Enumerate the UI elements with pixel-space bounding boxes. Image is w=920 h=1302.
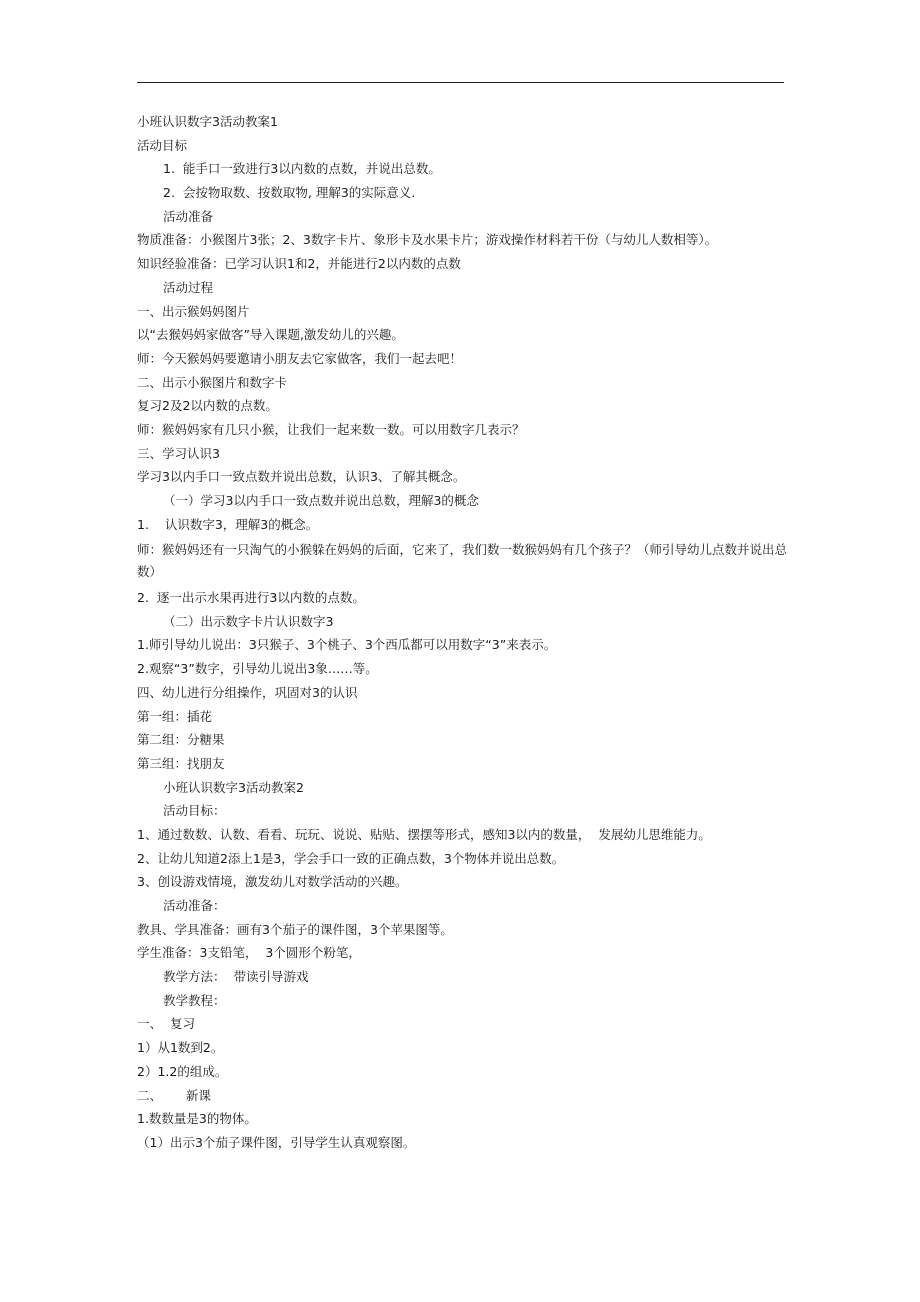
step-1-title: 一、出示猴妈妈图片 <box>137 303 250 319</box>
group-3: 第三组：找朋友 <box>137 755 225 771</box>
step-2-teacher: 师：猴妈妈家有几只小猴，让我们一起来数一数。可以用数字几表示？ <box>137 421 525 437</box>
heading-goals-2: 活动目标： <box>163 803 226 819</box>
knowledge-preparation: 知识经验准备：已学习认识1和2，并能进行2以内数的点数 <box>137 256 461 272</box>
goal-item-1: 1. 能手口一致进行3以内数的点数，并说出总数。 <box>163 161 441 177</box>
material-preparation: 物质准备：小猴图片3张；2、3数字卡片、象形卡及水果卡片；游戏操作材料若干份（与幼儿人数相等）。 <box>137 232 718 248</box>
step-2-title: 二、出示小猴图片和数字卡 <box>137 374 288 390</box>
step-1-text: 以“去猴妈妈家做客”导入课题,激发幼儿的兴趣。 <box>137 327 404 343</box>
teaching-method: 教学方法： 带读引导游戏 <box>163 969 309 985</box>
section-title-plan-2: 小班认识数字3活动教案2 <box>163 779 304 795</box>
heading-process: 活动过程 <box>163 279 214 295</box>
heading-preparation: 活动准备 <box>163 208 214 224</box>
step-3-text: 学习3以内手口一致点数并说出总数，认识3、了解其概念。 <box>137 469 466 485</box>
student-preparation: 学生准备：3支铅笔， 3个圆形个粉笔， <box>137 945 361 961</box>
new-lesson-item-1-1: （1）出示3个茄子课件图，引导学生认真观察图。 <box>137 1134 416 1150</box>
step-4-title: 四、幼儿进行分组操作，巩固对3的认识 <box>137 684 358 700</box>
step-3-title: 三、学习认识3 <box>137 445 220 461</box>
goal-item-2: 2. 会按物取数、按数取物, 理解3的实际意义. <box>163 185 416 201</box>
header-rule <box>137 82 784 83</box>
heading-preparation-2: 活动准备： <box>163 898 226 913</box>
goal-2-item-1: 1、通过数数、认数、看看、玩玩、说说、贴贴、摆摆等形式，感知3以内的数量， 发展幼儿思维能力。 <box>137 826 711 842</box>
group-1: 第一组：插花 <box>137 708 213 724</box>
step-1-teacher: 师：今天猴妈妈要邀请小朋友去它家做客，我们一起去吧！ <box>137 350 463 366</box>
new-lesson-title: 二、 新课 <box>137 1087 211 1103</box>
document-body <box>137 113 787 1158</box>
step-3-sub-1-item-1: 1. 认识数字3，理解3的概念。 <box>137 516 319 532</box>
step-3-sub-2-item-1: 1.师引导幼儿说出：3只猴子、3个桃子、3个西瓜都可以用数字“3”来表示。 <box>137 637 557 653</box>
step-3-sub-1: （一）学习3以内手口一致点数并说出总数，理解3的概念 <box>163 493 479 508</box>
new-lesson-item-1: 1.数数量是3的物体。 <box>137 1111 257 1127</box>
step-2-text: 复习2及2以内数的点数。 <box>137 398 278 414</box>
review-item-1: 1）从1数到2。 <box>137 1040 224 1056</box>
section-title-plan-1: 小班认识数字3活动教案1 <box>137 114 278 129</box>
review-title: 一、 复习 <box>137 1016 195 1032</box>
group-2: 第二组：分糖果 <box>137 732 225 748</box>
goal-2-item-2: 2、让幼儿知道2添上1是3，学会手口一致的正确点数，3个物体并说出总数。 <box>137 850 565 866</box>
step-3-sub-2: （二）出示数字卡片认识数字3 <box>163 613 334 629</box>
step-3-teacher: 师：猴妈妈还有一只淘气的小猴躲在妈妈的后面，它来了，我们数一数猴妈妈有几个孩子？（师引导幼儿点数并说出总数） <box>137 542 788 580</box>
review-item-2: 2）1.2的组成。 <box>137 1063 228 1079</box>
teaching-procedure: 教学教程： <box>163 992 226 1008</box>
heading-goals: 活动目标 <box>137 137 188 153</box>
teaching-aids: 教具、学具准备：画有3个茄子的课件图，3个苹果图等。 <box>137 921 453 937</box>
step-3-sub-2-item-2: 2.观察“3”数字，引导幼儿说出3象……等。 <box>137 661 378 677</box>
step-3-sub-1-item-2: 2. 逐一出示水果再进行3以内数的点数。 <box>137 590 365 606</box>
goal-2-item-3: 3、创设游戏情境，激发幼儿对数学活动的兴趣。 <box>137 874 408 890</box>
